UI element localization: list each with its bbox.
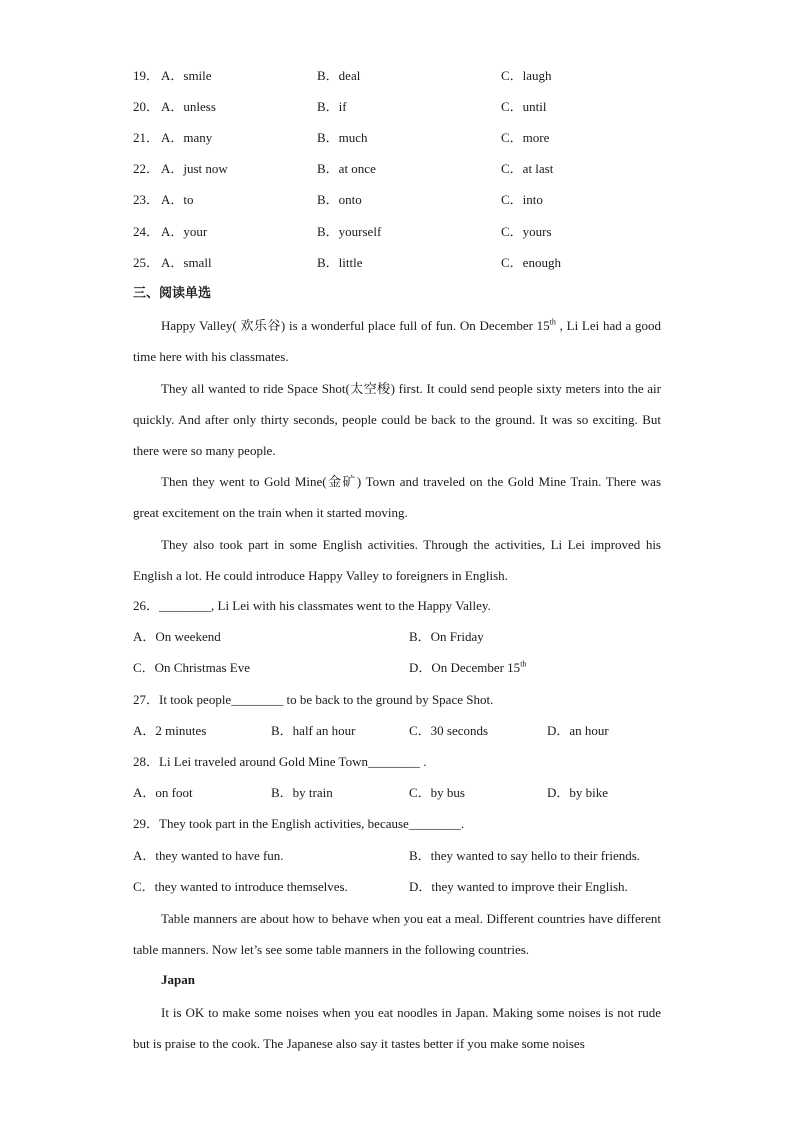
option-b: B．onto (317, 192, 362, 207)
passage1-paragraph-4: They also took part in some English activities. Through the activities, Li Lei improved his English a lot. He could introduce Happy Valley to foreigners in English. (133, 537, 661, 584)
option-c: C．yours (501, 224, 552, 239)
option-a: A．on foot (133, 785, 193, 800)
option-b: B．half an hour (271, 723, 356, 738)
passage1-paragraph-3: Then they went to Gold Mine(金矿) Town and traveled on the Gold Mine Train. There was great excitement on the train when it started moving. (133, 474, 661, 521)
option-c: C．enough (501, 255, 561, 270)
option-b: B．much (317, 130, 368, 145)
question-27-stem: 27．It took people________ to be back to the ground by Space Shot. (133, 692, 494, 707)
option-a: A．2 minutes (133, 723, 207, 738)
option-a: A．to (161, 192, 194, 207)
option-d: D．by bike (547, 785, 609, 800)
question-number: 21． (133, 130, 160, 145)
option-a: A．your (161, 224, 208, 239)
option-a: A．many (161, 130, 213, 145)
section-heading: 三、阅读单选 (133, 286, 212, 301)
option-d: D．On December 15th (409, 659, 527, 675)
japan-paragraph: It is OK to make some noises when you eat noodles in Japan. Making some noises is not rude but is praise to the cook. The Japanese also say it tastes better if you make some noises (133, 1005, 661, 1052)
option-c: C．until (501, 99, 547, 114)
option-b: B．they wanted to say hello to their friends. (409, 848, 641, 863)
option-b: B．yourself (317, 224, 382, 239)
option-c: C．On Christmas Eve (133, 660, 250, 675)
passage2-intro: Table manners are about how to behave when you eat a meal. Different countries have different table manners. Now let’s see some table manners in the following countries. (133, 911, 661, 958)
option-b: B．On Friday (409, 629, 484, 644)
option-d: D．an hour (547, 723, 609, 738)
question-number: 24． (133, 224, 160, 239)
option-a: A．unless (161, 99, 216, 114)
question-28-stem: 28．Li Lei traveled around Gold Mine Town________ . (133, 754, 427, 769)
option-b: B．at once (317, 161, 376, 176)
option-d: D．they wanted to improve their English. (409, 879, 628, 894)
option-c: C．at last (501, 161, 554, 176)
option-b: B．by train (271, 785, 333, 800)
option-a: A．small (161, 255, 212, 270)
question-number: 22． (133, 161, 160, 176)
question-29-stem: 29．They took part in the English activities, because________. (133, 816, 465, 831)
passage1-paragraph-2: They all wanted to ride Space Shot(太空梭) first. It could send people sixty meters into the air quickly. And after only thirty seconds, people could be back to the ground. It was so exciting. But there were so many people. (133, 381, 661, 459)
option-c: C．into (501, 192, 543, 207)
option-c: C．by bus (409, 785, 465, 800)
option-a: A．smile (161, 68, 212, 83)
option-b: B．deal (317, 68, 361, 83)
question-number: 19． (133, 68, 160, 83)
option-c: C．they wanted to introduce themselves. (133, 879, 348, 894)
passage1-paragraph-1: Happy Valley( 欢乐谷) is a wonderful place full of fun. On December 15th , Li Lei had a good time here with his classmates. (133, 317, 662, 365)
option-a: A．just now (161, 161, 228, 176)
question-number: 20． (133, 99, 160, 114)
question-26-stem: 26．________, Li Lei with his classmates went to the Happy Valley. (133, 598, 491, 613)
option-c: C．laugh (501, 68, 552, 83)
option-c: C．30 seconds (409, 723, 489, 738)
option-b: B．little (317, 255, 363, 270)
japan-heading: Japan (161, 972, 195, 987)
question-number: 23． (133, 192, 160, 207)
option-a: A．they wanted to have fun. (133, 848, 284, 863)
question-number: 25． (133, 255, 160, 270)
option-c: C．more (501, 130, 550, 145)
option-a: A．On weekend (133, 629, 221, 644)
option-b: B．if (317, 99, 347, 114)
